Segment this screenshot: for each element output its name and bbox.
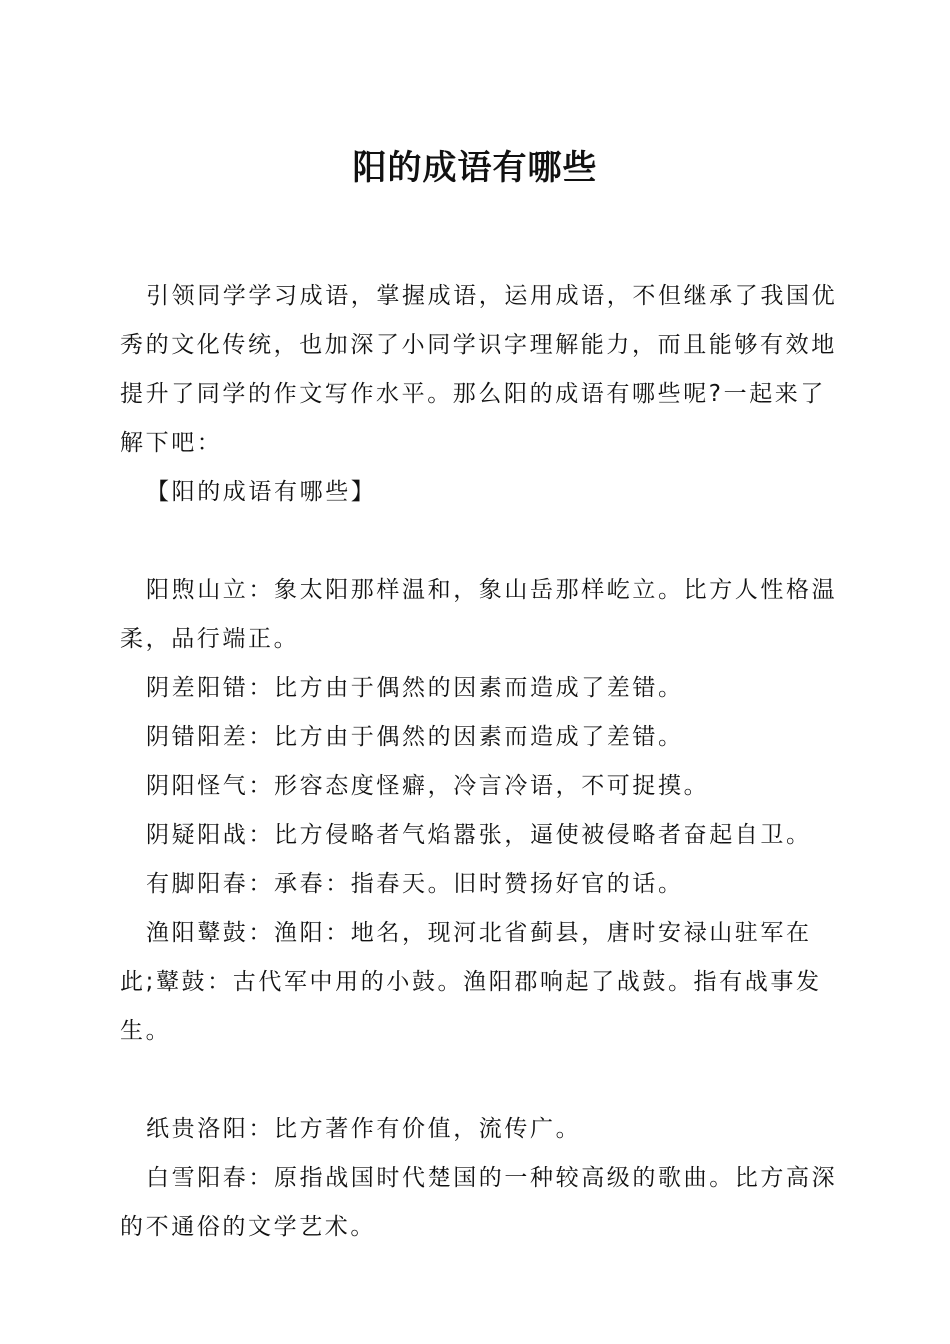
- idiom-entry: 阴错阳差：比方由于偶然的因素而造成了差错。: [146, 724, 684, 750]
- idiom-entry: 有脚阳春：承春：指春天。旧时赞扬好官的话。: [146, 871, 684, 897]
- idiom-entry: 阴阳怪气：形容态度怪癖，冷言冷语，不可捉摸。: [146, 773, 710, 799]
- section-heading: 【阳的成语有哪些】: [146, 479, 377, 505]
- document-body: [120, 272, 838, 1252]
- idiom-entry: 渔阳鼙鼓：渔阳：地名，现河北省蓟县，唐时安禄山驻军在此;鼙鼓：古代军中用的小鼓。渔阳郡响起了战鼓。指有战事发生。: [120, 920, 822, 1044]
- intro-paragraph: 引领同学学习成语，掌握成语，运用成语，不但继承了我国优秀的文化传统，也加深了小同学识字理解能力，而且能够有效地提升了同学的作文写作水平。那么阳的成语有哪些呢?一起来了解下吧：: [120, 283, 838, 456]
- idiom-entry: 阴差阳错：比方由于偶然的因素而造成了差错。: [146, 675, 684, 701]
- idiom-entry: 白雪阳春：原指战国时代楚国的一种较高级的歌曲。比方高深的不通俗的文学艺术。: [120, 1165, 838, 1240]
- page-title: 阳的成语有哪些: [352, 148, 598, 188]
- idiom-entry: 纸贵洛阳：比方著作有价值，流传广。: [146, 1116, 582, 1142]
- idiom-entry: 阴疑阳战：比方侵略者气焰嚣张，逼使被侵略者奋起自卫。: [146, 822, 812, 848]
- idiom-entry: 阳煦山立：象太阳那样温和，象山岳那样屹立。比方人性格温柔，品行端正。: [120, 577, 838, 652]
